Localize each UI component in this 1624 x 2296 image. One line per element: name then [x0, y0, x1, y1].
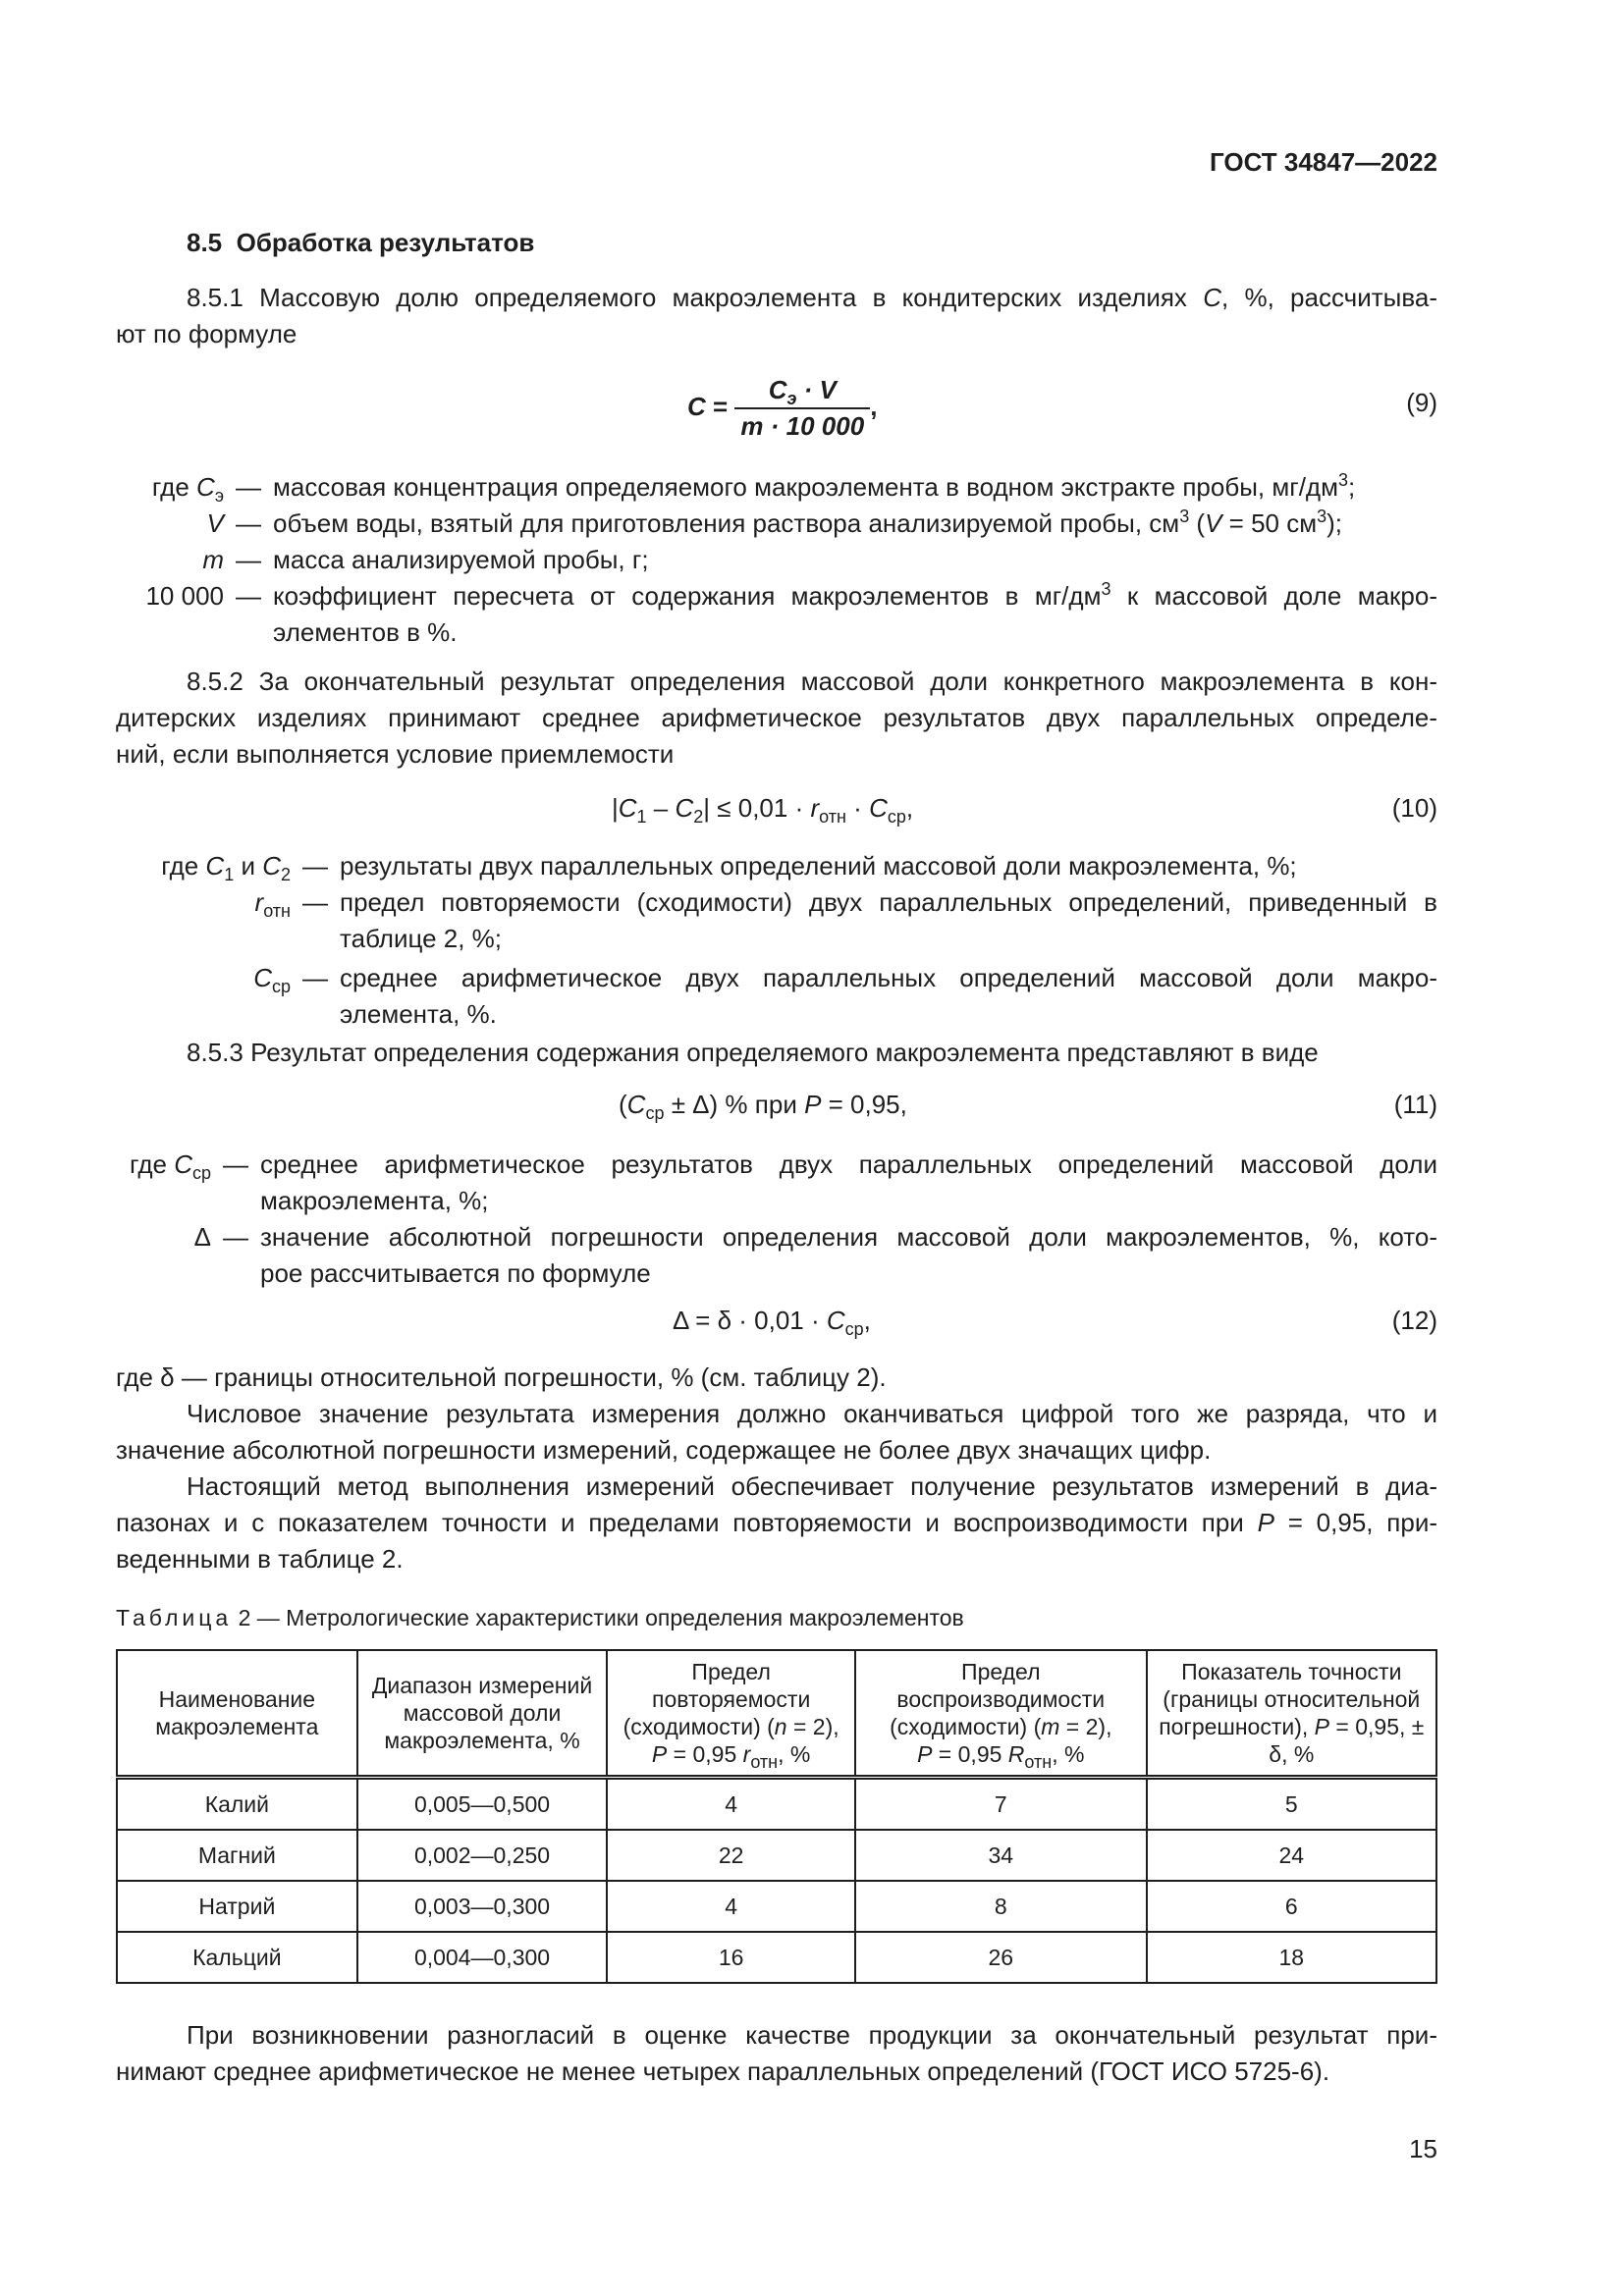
table-cell: Магний [117, 1830, 357, 1881]
table-row [117, 1778, 1436, 1831]
column-header-repeatability: Предел повторяемости (сходимости) (n = 2), P = 0,95 $r_{отн}$, % [607, 1650, 855, 1778]
formula-9-fraction: $\frac{C_э \cdot V}{m \cdot 10 000}$ [734, 375, 870, 442]
table-cell: 5 [1147, 1778, 1436, 1831]
formula-10-number: (10) [1391, 793, 1437, 823]
section-heading [187, 228, 534, 258]
table-cell: 18 [1147, 1932, 1436, 1983]
table-cell: 0,003—0,300 [357, 1881, 608, 1932]
definition-item: где $C_э$ — массовая концентрация определяемого макроэлемента в водном экстракте пробы, $мг/дм^3$; [151, 470, 1356, 506]
table-cell: 0,004—0,300 [357, 1932, 608, 1983]
table-metrological-characteristics [116, 1649, 1437, 1984]
table-cell: 34 [855, 1830, 1147, 1881]
definition-item: где $C_{ср}$ — среднее арифметическое результатов двух параллельных определений массовой доли макроэлемента, %; [130, 1149, 1437, 1215]
formula-10: $|C_1 - C_2| \le 0,01 \cdot r_{отн} \cdot C_{ср}$, [612, 793, 914, 827]
paragraph-numeric-value: Числовое значение результата измерения должно оканчиваться цифрой того же разряда, что и значение абсолютной погрешности измерений, содержащее не более двух значащих цифр. [116, 1399, 1437, 1465]
table-cell: 16 [607, 1932, 855, 1983]
table-cell: Калий [117, 1778, 357, 1831]
formula-11-number: (11) [1393, 1090, 1437, 1119]
table-cell: 0,005—0,500 [357, 1778, 608, 1831]
delta-definition: где δ — границы относительной погрешности, % (см. таблицу 2). [116, 1362, 887, 1392]
formula-10-definitions [116, 848, 1437, 1033]
table-cell: 4 [607, 1778, 855, 1831]
paragraph-8-5-2: 8.5.2 За окончательный результат определения массовой доли конкретного макроэлемента в кон- дитерских изделиях принимают среднее арифметическое результатов двух параллельных определе- ний, если выполняется условие приемлемости [116, 667, 1437, 769]
section-number: 8.5 [187, 228, 223, 257]
definition-item: $r_{отн}$ — предел повторяемости (сходимости) двух параллельных определений, приведенный в таблице 2, %; [254, 887, 1437, 953]
column-header-accuracy: Показатель точности (границы относительной погрешности), P = 0,95, ± δ, % [1147, 1650, 1436, 1778]
table-row [117, 1932, 1436, 1983]
table-cell: 6 [1147, 1881, 1436, 1932]
table-cell: Кальций [117, 1932, 357, 1983]
definition-item: $C_{ср}$ — среднее арифметическое двух параллельных определений массовой доли макро- элемента, %. [253, 963, 1437, 1029]
section-title: Обработка результатов [236, 228, 535, 257]
column-header-range: Диапазон измерений массовой доли макроэлемента, % [357, 1650, 608, 1778]
paragraph-method: Настоящий метод выполнения измерений обеспечивает получение результатов измерений в диа- пазонах и с показателем точности и пределами повторяемости и воспроизводимости при P = 0,95, при- веденными в таблице 2. [116, 1471, 1437, 1574]
table-header-row [117, 1650, 1436, 1778]
formula-9: C = $\frac{C_э \cdot V}{m \cdot 10 000}$ , [687, 375, 878, 441]
column-header-element: Наименование макроэлемента [117, 1650, 357, 1778]
table-cell: 24 [1147, 1830, 1436, 1881]
table-cell: 4 [607, 1881, 855, 1932]
table-row [117, 1830, 1436, 1881]
paragraph-disagreement: При возникновении разногласий в оценке качестве продукции за окончательный результат при- нимают среднее арифметическое не менее четырех параллельных определений (ГОСТ ИСО 5725-6). [116, 2020, 1437, 2086]
table-cell: 8 [855, 1881, 1147, 1932]
table-cell: 0,002—0,250 [357, 1830, 608, 1881]
paragraph-8-5-3: 8.5.3 Результат определения содержания определяемого макроэлемента представляют в виде [187, 1038, 1319, 1067]
document-header: ГОСТ 34847—2022 [1210, 147, 1437, 177]
formula-11: $(C_{ср} \pm \Delta)$ % при P = 0,95, [619, 1090, 907, 1123]
table-cell: Натрий [117, 1881, 357, 1932]
table-row [117, 1881, 1436, 1932]
column-header-reproducibility: Предел воспроизводимости (сходимости) (m = 2), P = 0,95 $R_{отн}$, % [855, 1650, 1147, 1778]
definition-item: Δ — значение абсолютной погрешности определения массовой доли макроэлементов, %, кото- рое рассчитывается по формуле [193, 1222, 1437, 1288]
paragraph-8-5-1: 8.5.1 Массовую долю определяемого макроэлемента в кондитерских изделиях C, %, рассчитыва- ют по формуле [116, 283, 1437, 348]
formula-11-definitions [116, 1147, 1437, 1292]
table-caption: Таблица 2 — Метрологические характеристики определения макроэлементов [116, 1605, 964, 1630]
definition-item: m — масса анализируемой пробы, г; [202, 545, 649, 574]
definition-item: где $C_1$ и $C_2$ — результаты двух параллельных определений массовой доли макроэлемента, %; [161, 851, 1297, 884]
formula-12: $\Delta = \delta \cdot 0,01 \cdot C_{ср}$, [673, 1306, 871, 1339]
formula-12-number: (12) [1391, 1306, 1437, 1335]
table-cell: 26 [855, 1932, 1147, 1983]
page-number: 15 [1409, 2134, 1437, 2163]
formula-9-definitions [116, 469, 1437, 651]
formula-9-number: (9) [1406, 388, 1437, 417]
table-cell: 7 [855, 1778, 1147, 1831]
definition-item: 10 000 — коэффициент пересчета от содержания макроэлементов в $мг/дм^3$ к массовой доле макро- элементов в %. [145, 579, 1437, 647]
table-cell: 22 [607, 1830, 855, 1881]
definition-item: V — объем воды, взятый для приготовления раствора анализируемой пробы, $см^3$ (V = 50 $см^3$); [206, 507, 1342, 538]
